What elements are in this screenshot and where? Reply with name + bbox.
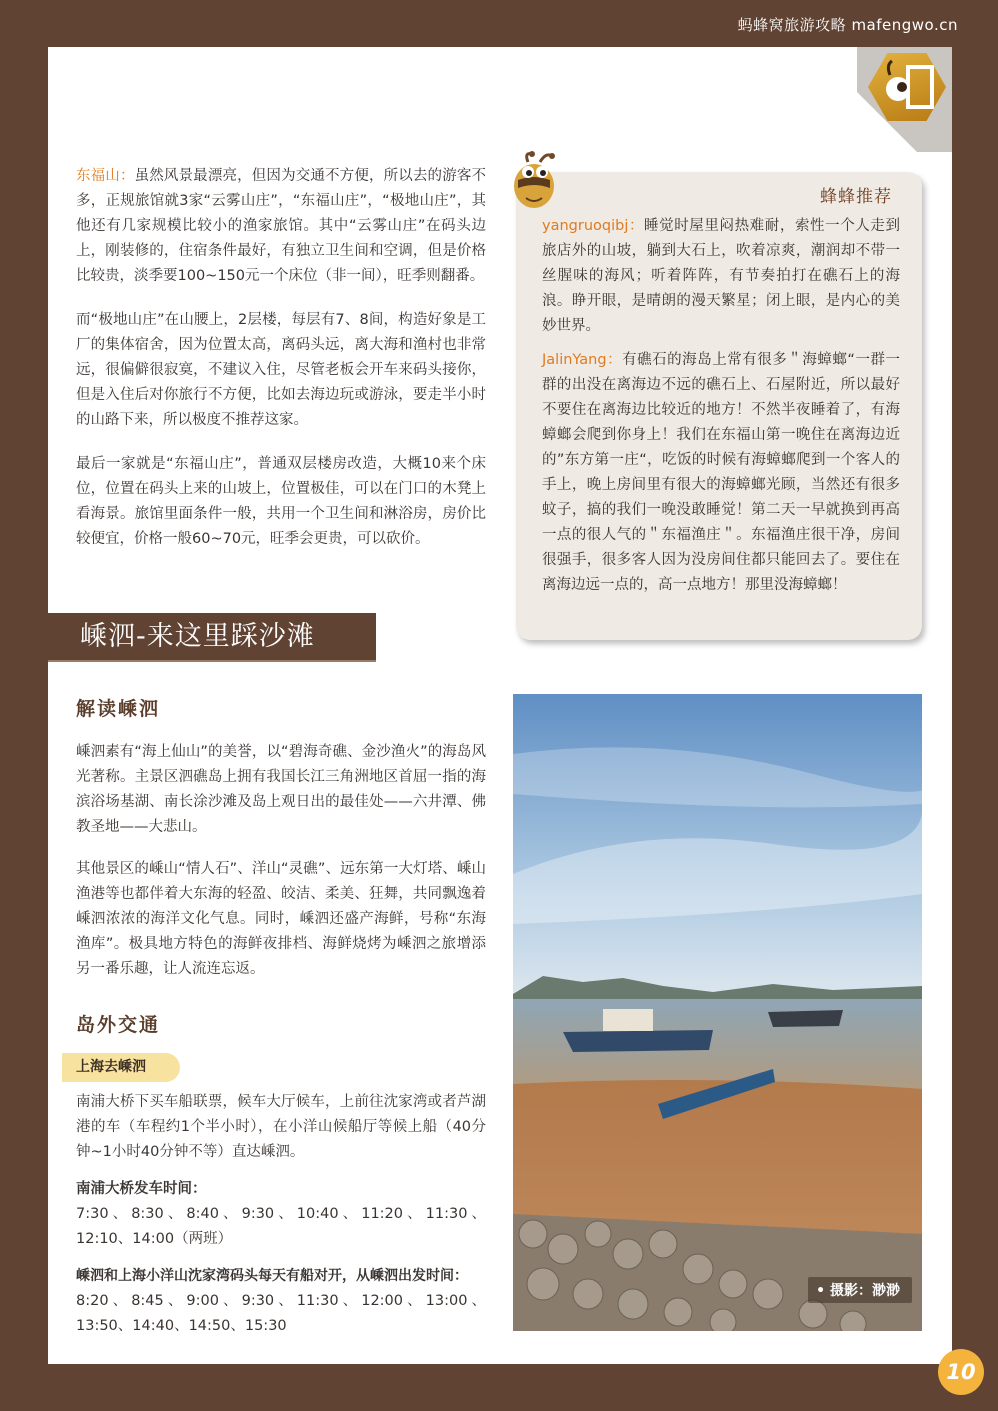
recommend-box [516, 172, 922, 640]
recommend-item: JalinYang：有礁石的海岛上常有很多＂海蟑螂“一群一群的出没在离海边不远的礁石上、石屋附近，所以最好不要住在离海边比较近的地方！不然半夜睡着了，有海蟑螂会爬到你身上！我们在东福山第一晚住在离海边近的”东方第一庄“，吃饭的时候有海蟑螂爬到一个客人的手上，晚上房间里有很大的海蟑螂光顾，当然还有很多蚊子，搞的我们一晚没敢睡觉！第二天一早就换到再高一点的很人气的＂东福渔庄＂。东福渔庄很干净，房间很强手，很多客人因为没房间住都只能回去了。要住在离海边远一点的，高一点地方！那里没海蟑螂！ [542, 352, 900, 593]
schedule-times: 8:20、8:45、9:00、9:30、11:30、12:00、13:00、13:50、14:40、14:50、15:30 [76, 1293, 486, 1334]
dongfushan-text [76, 164, 486, 552]
heading-transport: 岛外交通 [76, 1014, 161, 1036]
paragraph: 最后一家就是“东福山庄”，普通双层楼房改造，大概10来个床位，位置在码头上来的山坡上，位置极佳，可以在门口的木凳上看海景。旅馆里面条件一般，共用一个卫生间和淋浴房，房价比较便宜，价格一般60~70元，旺季会更贵，可以砍价。 [76, 456, 486, 547]
transport-text [76, 1090, 486, 1339]
brand-header: 蚂蜂窝旅游攻略 mafengwo.cn [737, 16, 958, 34]
keyword-dongfushan: 东福山： [76, 168, 135, 184]
paragraph: 其他景区的嵊山“情人石”、洋山“灵礁”、远东第一大灯塔、嵊山渔港等也都伴着大东海的轻盈、皎洁、柔美、狂舞，共同飘逸着嵊泗浓浓的海洋文化气息。同时，嵊泗还盛产海鲜，号称“东海渔库”。极具地方特色的海鲜夜排档、海鲜烧烤为嵊泗之旅增添另一番乐趣，让人流连忘返。 [76, 861, 486, 977]
route-tag: 上海去嵊泗 [62, 1053, 180, 1082]
schedule-times: 7:30、8:30、8:40、9:30、10:40、11:20、11:30、12:10、14:00（两班） [76, 1206, 486, 1247]
photo-credit: • 摄影：渺渺 [808, 1277, 912, 1303]
shengsi-intro [76, 740, 486, 982]
heading-shengsi: 解读嵊泗 [76, 698, 161, 720]
paragraph: 东福山：虽然风景最漂亮，但因为交通不方便，所以去的游客不多，正规旅馆就3家“云雾山庄”，“东福山庄”，“极地山庄”，其他还有几家规模比较小的渔家旅馆。其中“云雾山庄”在码头边上，刚装修的，住宿条件最好，有独立卫生间和空调，但是价格比较贵，淡季要100~150元一个床位（非一间），旺季则翻番。 [76, 168, 486, 284]
username: JalinYang： [542, 352, 623, 368]
recommend-list [542, 214, 900, 607]
harbor-photo [513, 694, 922, 1331]
page-number: 10 [938, 1349, 984, 1395]
bee-mascot-icon [502, 150, 566, 214]
schedule-title: 南浦大桥发车时间： [76, 1181, 207, 1197]
section-banner: 嵊泗-来这里踩沙滩 [48, 613, 376, 660]
paragraph: 而“极地山庄”在山腰上，2层楼，每层有7、8间，构造好象是工厂的集体宿舍，因为位置太高，离码头远，离大海和渔村也非常远，很偏僻很寂寞，不建议入住，尽管老板会开车来码头接你，但是入住后对你旅行不方便，比如去海边玩或游泳，要走半小时的山路下来，所以极度不推荐这家。 [76, 312, 486, 428]
username: yangruoqibj： [542, 218, 645, 234]
paragraph: 嵊泗素有“海上仙山”的美誉，以“碧海奇礁、金沙渔火”的海岛风光著称。主景区泗礁岛上拥有我国长江三角洲地区首屈一指的海滨浴场基湖、南长涂沙滩及岛上观日出的最佳处——六井潭、佛教圣地——大悲山。 [76, 744, 486, 835]
schedule-title: 嵊泗和上海小洋山沈家湾码头每天有船对开，从嵊泗出发时间： [76, 1268, 468, 1284]
paragraph: 南浦大桥下买车船联票，候车大厅候车，上前往沈家湾或者芦湖港的车（车程约1个半小时），在小洋山候船厅等候上船（40分钟~1小时40分钟不等）直达嵊泗。 [76, 1094, 486, 1160]
divider [48, 660, 376, 662]
recommend-title: 蜂蜂推荐 [820, 187, 892, 207]
recommend-item: yangruoqibj：睡觉时屋里闷热难耐，索性一个人走到旅店外的山坡，躺到大石上，吹着凉爽，潮润却不带一丝腥味的海风；听着阵阵，有节奏拍打在礁石上的海浪。睁开眼，是晴朗的漫天繁星；闭上眼，是内心的美妙世界。 [542, 218, 900, 334]
